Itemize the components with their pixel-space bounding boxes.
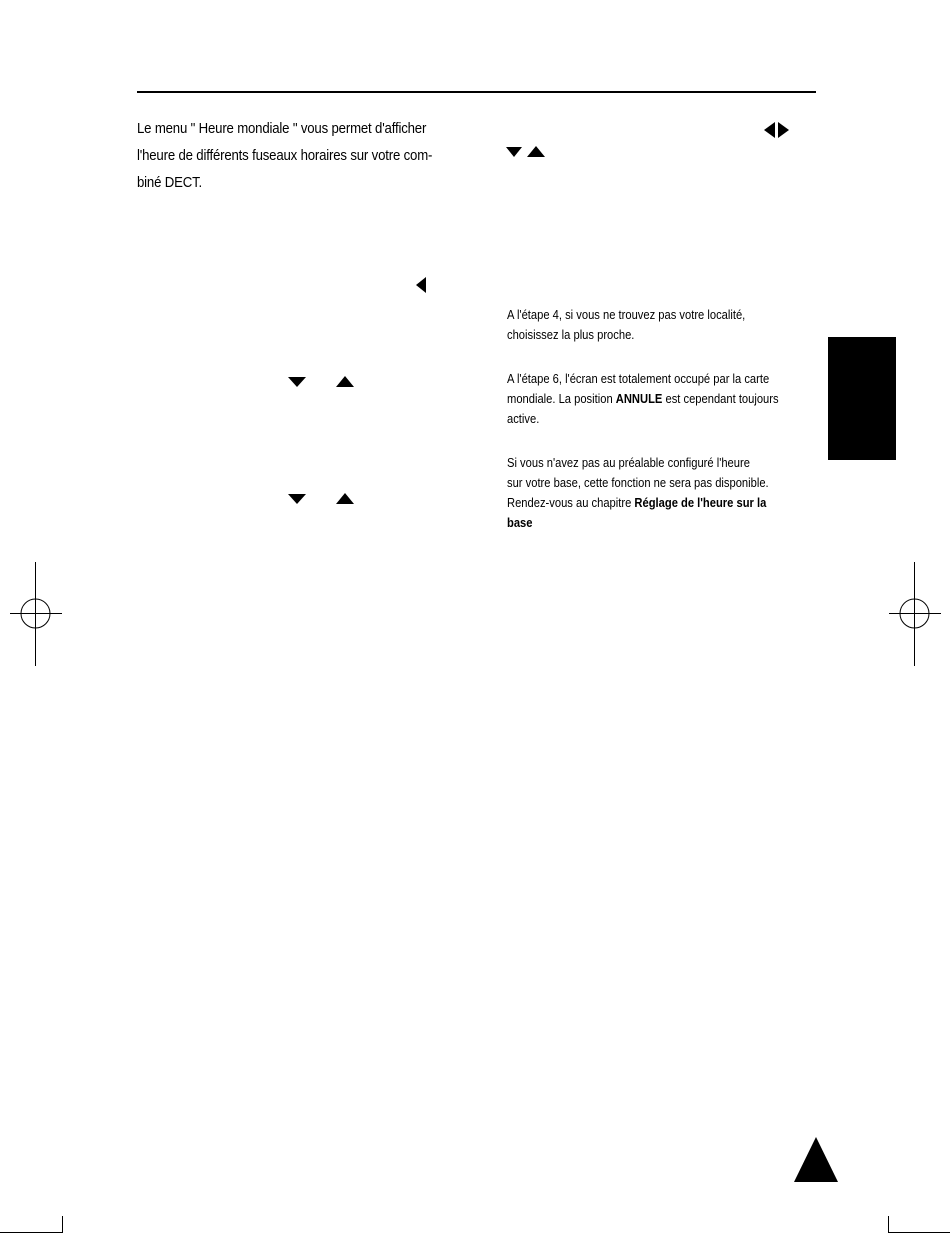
header-rule [137, 91, 816, 93]
triangle-up-icon [336, 376, 354, 387]
note-2-line-3: active. [507, 411, 540, 426]
note-1-line-2: choisissez la plus proche. [507, 327, 635, 342]
triangle-left-icon [764, 122, 775, 138]
triangle-down-icon [506, 147, 522, 157]
note-2-line-2a: mondiale. La position [507, 391, 616, 406]
intro-line-3: biné DECT. [137, 174, 203, 191]
triangle-right-icon [778, 122, 789, 138]
chapter-tab [828, 337, 896, 460]
note-3-line-1: Si vous n'avez pas au préalable configuré l'heure [507, 455, 750, 470]
triangle-left-icon [416, 277, 426, 293]
chapter-link-label: Réglage de l'heure sur la [634, 495, 767, 510]
note-2-line-1: A l'étape 6, l'écran est totalement occupé par la carte [507, 371, 770, 386]
triangle-up-icon [527, 146, 545, 157]
triangle-down-icon [288, 377, 306, 387]
annule-label: ANNULE [615, 391, 663, 406]
note-time-not-set [507, 453, 799, 533]
intro-paragraph [137, 115, 465, 196]
crop-mark [888, 1216, 889, 1233]
crop-mark [62, 1216, 63, 1233]
note-1-line-1: A l'étape 4, si vous ne trouvez pas votre localité, [507, 307, 746, 322]
intro-line-2: l'heure de différents fuseaux horaires sur votre com- [137, 147, 433, 164]
triangle-up-icon [794, 1137, 838, 1182]
intro-line-1: Le menu " Heure mondiale " vous permet d'afficher [137, 120, 427, 137]
triangle-down-icon [288, 494, 306, 504]
triangle-up-icon [336, 493, 354, 504]
chapter-link-label-cont: base [507, 515, 533, 530]
note-2-line-2b: est cependant toujours [662, 391, 779, 406]
note-step-6 [507, 369, 799, 429]
note-step-4 [507, 305, 799, 345]
note-3-line-3a: Rendez-vous au chapitre [507, 495, 635, 510]
note-3-line-2: sur votre base, cette fonction ne sera pas disponible. [507, 475, 769, 490]
